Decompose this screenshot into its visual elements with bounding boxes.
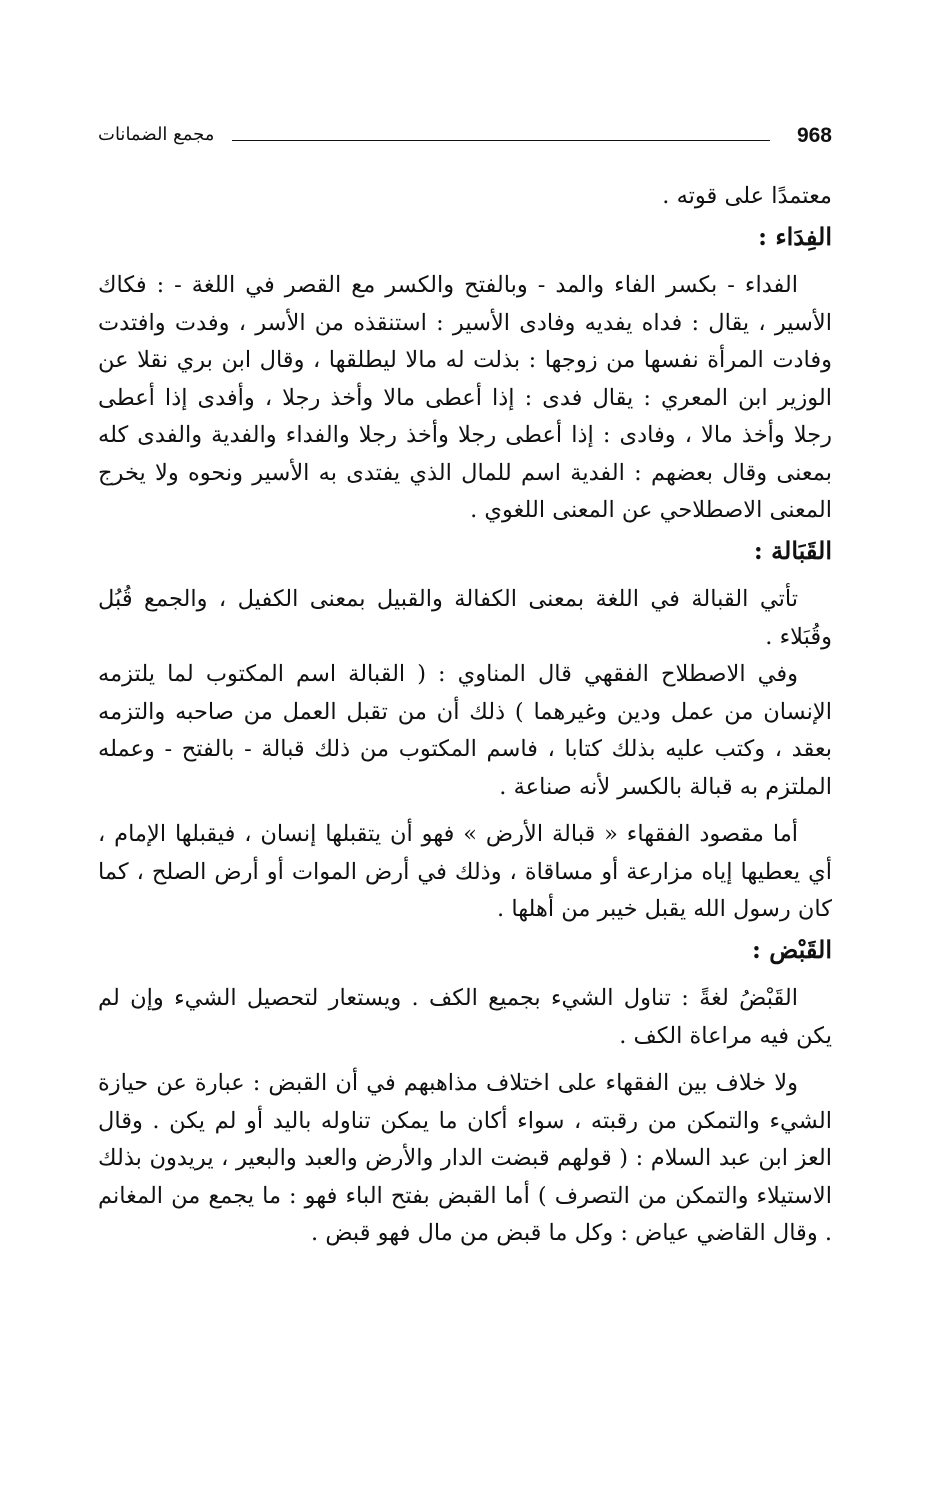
header-rule	[232, 140, 770, 141]
paragraph-qabala-1: تأتي القبالة في اللغة بمعنى الكفالة والقبيل بمعنى الكفيل ، والجمع قُبُل وقُبَلاء .	[98, 586, 832, 650]
continuation-text: معتمدًا على قوته .	[662, 183, 832, 209]
paragraph-fidaa: الفداء - بكسر الفاء والمد - وبالفتح والكسر مع القصر في اللغة - : فكاك الأسير ، يقال : فداه يفديه وفادى الأسير : استنقذه من الأسر ، وفدت وافتدت وفادت المرأة نفسها من زوجها : بذلت له مالا ليطلقها ، وقال ابن بري نقلا عن الوزير ابن المعري : يقال فدى : إذا أعطى مالا وأخذ رجلا ، وأفدى إذا أعطى رجلا وأخذ مالا ، وفادى : إذا أعطى رجلا وأخذ رجلا والفداء والفدية والفدى كله بمعنى وقال بعضهم : الفدية اسم للمال الذي يفتدى به الأسير ونحوه ولا يخرج المعنى الاصطلاحي عن المعنى اللغوي .	[98, 272, 832, 523]
heading-qabd: القَبْض :	[752, 934, 832, 964]
paragraph-qabd-1: القَبْضُ لغةً : تناول الشيء بجميع الكف . ويستعار لتحصيل الشيء وإن لم يكن فيه مراعاة الكف .	[98, 985, 832, 1049]
paragraph-qabala-3: أما مقصود الفقهاء « قبالة الأرض » فهو أن يتقبلها إنسان ، فيقبلها الإمام ، أي يعطيها إياه مزارعة أو مساقاة ، وذلك في أرض الموات أو أرض الصلح ، كما كان رسول الله يقبل خيبر من أهلها .	[98, 821, 832, 922]
book-title: مجمع الضمانات	[98, 124, 215, 145]
paragraph-qabala-2: وفي الاصطلاح الفقهي قال المناوي : ( القبالة اسم المكتوب لما يلتزمه الإنسان من عمل ودين وغيرهما ) ذلك أن من تقبل العمل من صاحبه والتزمه بعقد ، وكتب عليه بذلك كتابا ، فاسم المكتوب من ذلك قبالة - بالفتح - وعمله الملتزم به قبالة بالكسر لأنه صناعة .	[98, 661, 832, 800]
heading-fidaa: الفِدَاء :	[758, 221, 832, 251]
heading-qabala: القَبَالة :	[753, 535, 832, 565]
page-header	[98, 124, 832, 156]
page-number: 968	[796, 124, 832, 147]
paragraph-qabd-2: ولا خلاف بين الفقهاء على اختلاف مذاهبهم في أن القبض : عبارة عن حيازة الشيء والتمكن من رقبته ، سواء أكان ما يمكن تناوله باليد أو لم يكن . وقال العز ابن عبد السلام : ( قولهم قبضت الدار والأرض والعبد والبعير ، يريدون بذلك الاستيلاء والتمكن من التصرف ) أما القبض بفتح الباء فهو : ما يجمع من المغانم . وقال القاضي عياض : وكل ما قبض من مال فهو قبض .	[98, 1070, 832, 1246]
page-content	[98, 178, 832, 1253]
